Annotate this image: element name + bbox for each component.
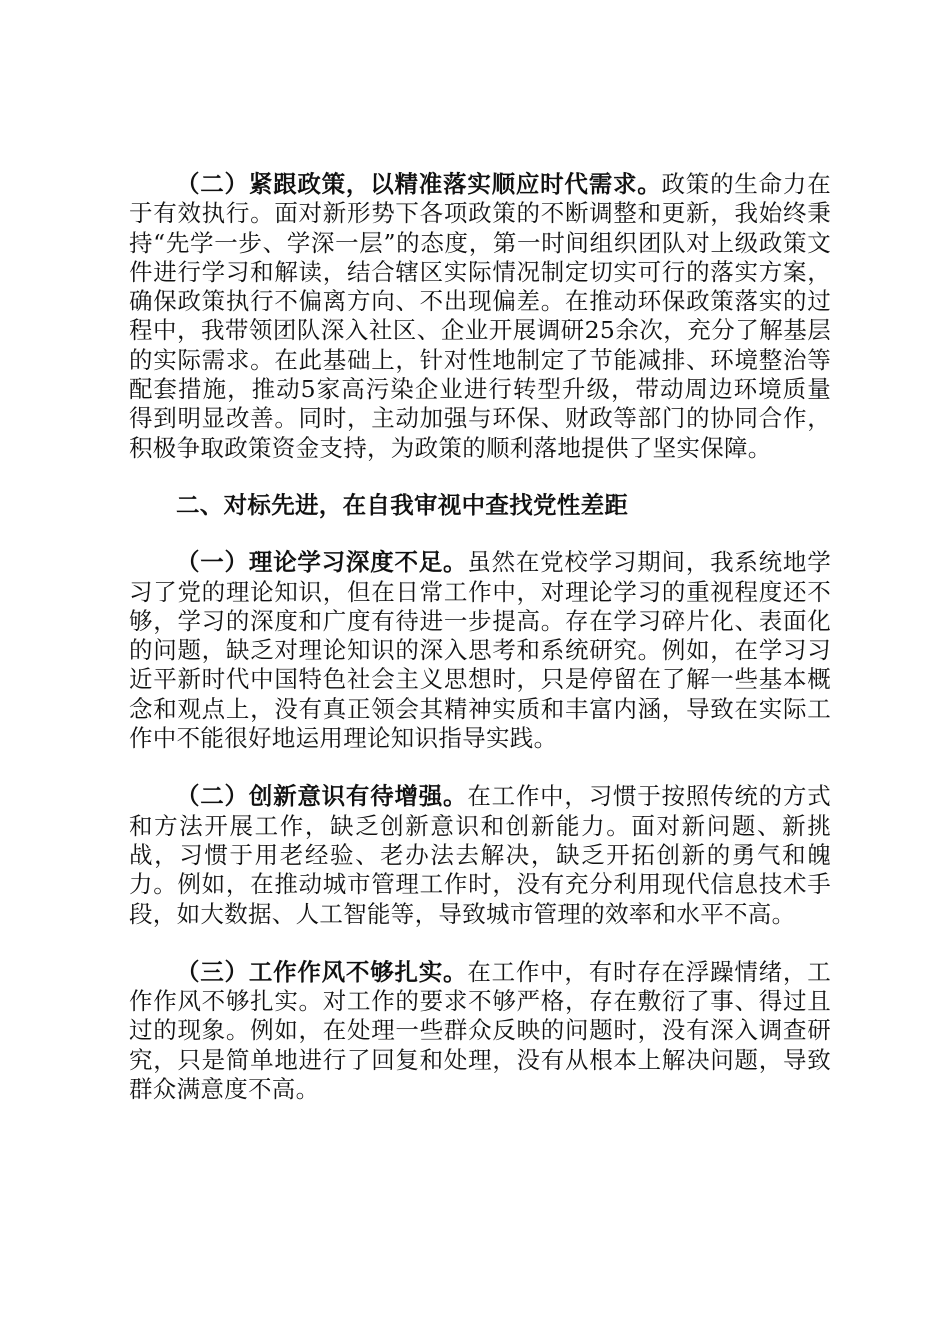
paragraph-body: 虽然在党校学习期间，我系统地学习了党的理论知识，但在日常工作中，对理论学习的重视程度还不够，学习的深度和广度有待进一步提高。存在学习碎片化、表面化的问题，缺乏对理论知识的深入思考和系统研究。例如，在学习习近平新时代中国特色社会主义思想时，只是停留在了解一些基本概念和观点上，没有真正领会其精神实质和丰富内涵，导致在实际工作中不能很好地运用理论知识指导实践。 [129, 548, 831, 753]
paragraph-body: 在工作中，有时存在浮躁情绪，工作作风不够扎实。对工作的要求不够严格，存在敷衍了事、得过且过的现象。例如，在处理一些群众反映的问题时，没有深入调查研究，只是简单地进行了回复和处理，没有从根本上解决问题，导致群众满意度不高。 [129, 957, 831, 1104]
paragraph-body: 在工作中，习惯于按照传统的方式和方法开展工作，缺乏创新意识和创新能力。面对新问题、新挑战，习惯于用老经验、老办法去解决，缺乏开拓创新的勇气和魄力。例如，在推动城市管理工作时，没有充分利用现代信息技术手段，如大数据、人工智能等，导致城市管理的效率和水平不高。 [129, 782, 831, 928]
paragraph-theory-study [129, 548, 831, 753]
paragraph-lead: （二）创新意识有待增强。 [176, 782, 468, 811]
paragraph-innovation [129, 782, 831, 928]
section-heading: 二、对标先进，在自我审视中查找党性差距 [176, 490, 629, 519]
paragraph-work-style [129, 958, 831, 1104]
paragraph-lead: （二）紧跟政策，以精准落实顺应时代需求。 [176, 170, 662, 198]
paragraph-policy-implementation [129, 170, 831, 463]
paragraph-lead: （一）理论学习深度不足。 [176, 548, 468, 577]
paragraph-lead: （三）工作作风不够扎实。 [176, 957, 468, 986]
document-page [129, 170, 831, 1104]
paragraph-body: 政策的生命力在于有效执行。面对新形势下各项政策的不断调整和更新，我始终秉持“先学一步、学深一层”的态度，第一时间组织团队对上级政策文件进行学习和解读，结合辖区实际情况制定切实可行的落实方案，确保政策执行不偏离方向、不出现偏差。在推动环保政策落实的过程中，我带领团队深入社区、企业开展调研25余次，充分了解基层的实际需求。在此基础上，针对性地制定了节能减排、环境整治等配套措施，推动5家高污染企业进行转型升级，带动周边环境质量得到明显改善。同时，主动加强与环保、财政等部门的协同合作，积极争取政策资金支持，为政策的顺利落地提供了坚实保障。 [129, 170, 831, 462]
